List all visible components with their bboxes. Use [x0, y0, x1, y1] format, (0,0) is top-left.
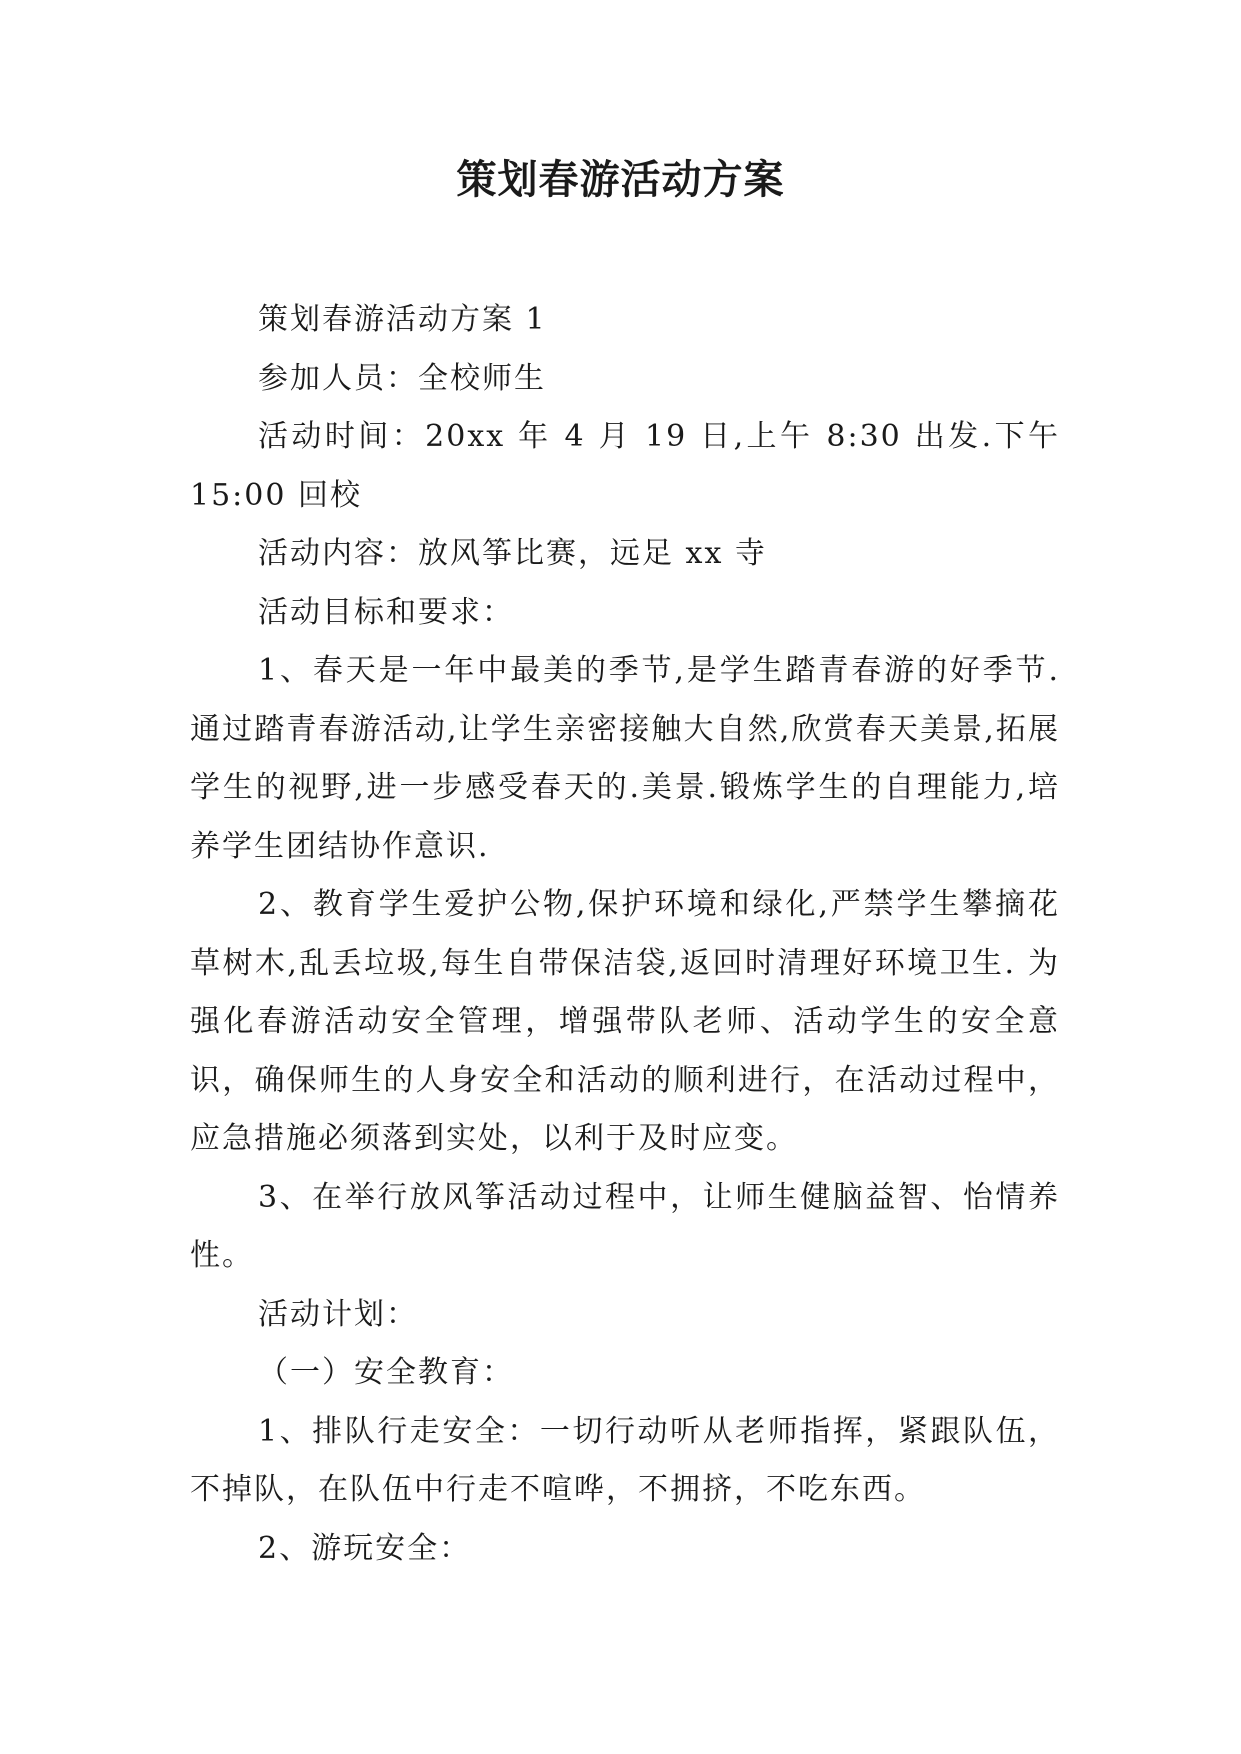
paragraph-safety-education-heading: （一）安全教育：: [258, 1355, 514, 1390]
paragraph-goal-2: 2、教育学生爱护公物,保护环境和绿化,严禁学生攀摘花草树木,乱丢垃圾,每生自带保洁袋,返回时清理好环境卫生. 为强化春游活动安全管理，增强带队老师、活动学生的安全意识，确保师生的人身安全和活动的顺利进行，在活动过程中，应急措施必须落到实处，以利于及时应变。: [190, 887, 1060, 1156]
paragraph-goals-heading: 活动目标和要求：: [258, 594, 514, 630]
paragraph-activity-time: 活动时间：20xx 年 4 月 19 日,上午 8:30 出发.下午 15:00 回校: [190, 419, 1060, 513]
document-body: [190, 291, 1060, 1578]
paragraph-activity-content: 活动内容：放风筝比赛，远足 xx 寺: [258, 536, 767, 571]
document-title: 策划春游活动方案: [456, 157, 785, 203]
paragraph-heading-plan-1: 策划春游活动方案 1: [258, 302, 547, 337]
paragraph-play-safety: 2、游玩安全：: [258, 1530, 472, 1566]
paragraph-participants: 参加人员：全校师生: [258, 360, 546, 396]
paragraph-goal-3: 3、在举行放风筝活动过程中，让师生健脑益智、怡情养性。: [190, 1179, 1060, 1273]
paragraph-walking-safety: 1、排队行走安全：一切行动听从老师指挥，紧跟队伍，不掉队，在队伍中行走不喧哗，不拥挤，不吃东西。: [190, 1413, 1060, 1507]
paragraph-plan-heading: 活动计划：: [258, 1296, 418, 1332]
paragraph-goal-1: 1、春天是一年中最美的季节,是学生踏青春游的好季节.通过踏青春游活动,让学生亲密接触大自然,欣赏春天美景,拓展学生的视野,进一步感受春天的.美景.锻炼学生的自理能力,培养学生团结协作意识.: [190, 653, 1060, 864]
